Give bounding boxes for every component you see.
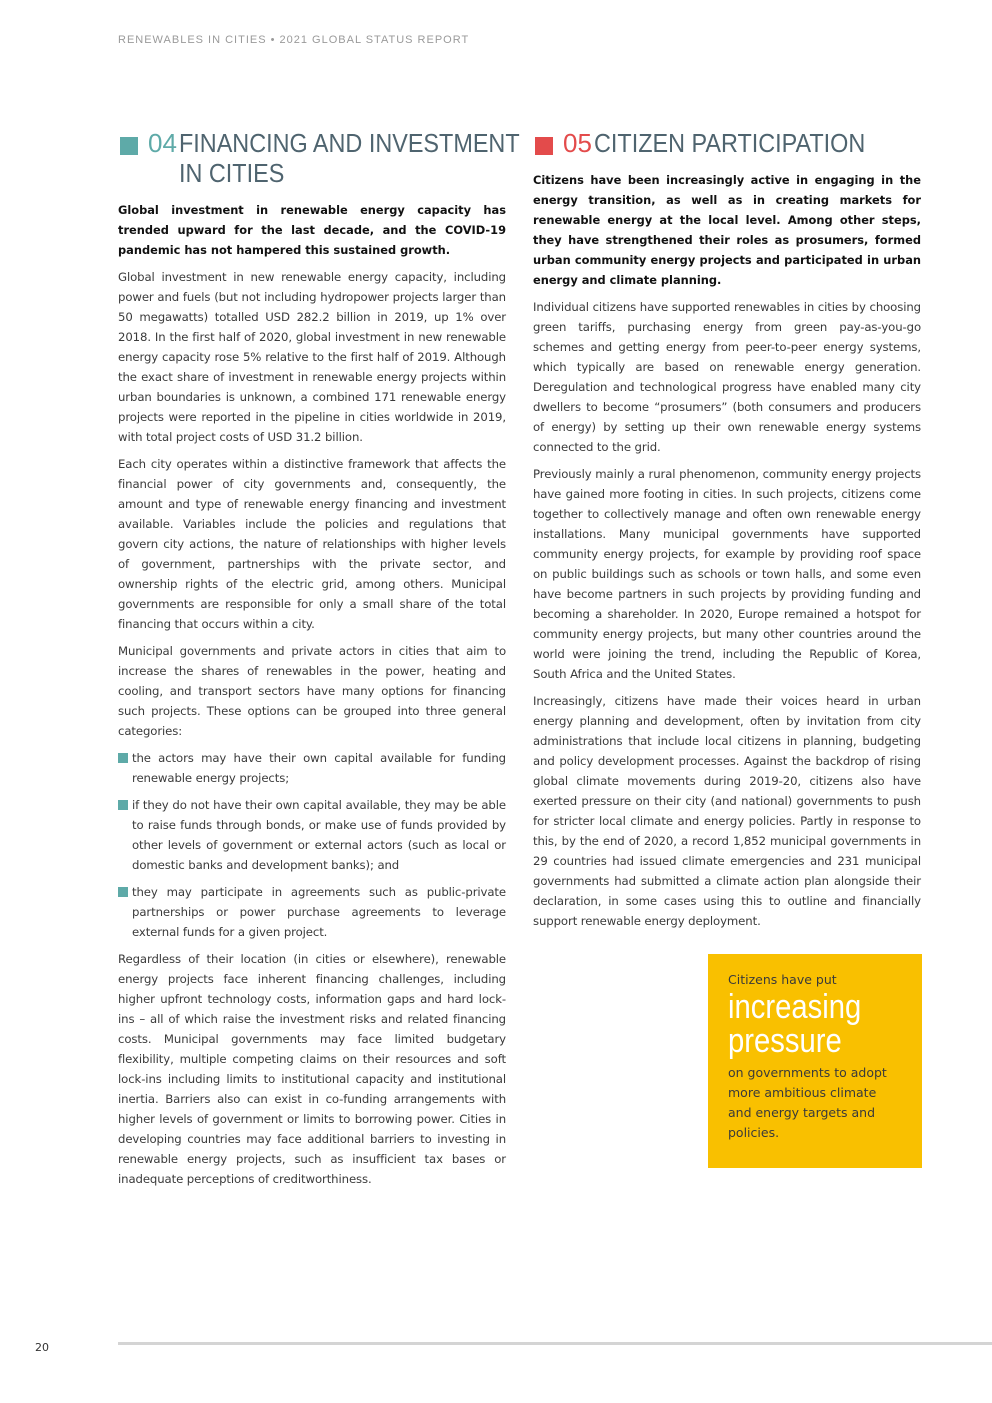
- pull-quote-callout: [708, 954, 922, 1168]
- section-04-square-icon: [120, 137, 138, 155]
- section-04-number: 04: [148, 128, 177, 158]
- section-05-citizen-participation: [533, 128, 921, 938]
- section-04-lead: Global investment in renewable energy capacity has trended upward for the last decade, and the COVID-19 pandemic has not hampered this sustained growth.: [118, 203, 506, 257]
- page-number: 20: [35, 1341, 49, 1354]
- section-05-paragraph-3: Increasingly, citizens have made their voices heard in urban energy planning and development, often by invitation from city administrations that include local citizens in planning, budgeting and policy development processes. Against the backdrop of rising global climate movements during 2019-20, citizens also have exerted pressure on their city (and national) governments to push for stricter local climate and energy policies. Partly in response to this, by the end of 2020, a record 1,852 municipal governments in 29 countries had issued climate emergencies and 231 municipal governments had submitted a climate action plan alongside their declaration, in some cases using this to outline and financially support renewable energy deployment.: [533, 694, 921, 928]
- section-04-title-line2: IN CITIES: [179, 158, 285, 188]
- section-05-lead: Citizens have been increasingly active in engaging in the energy transition, as well as in creating markets for renewable energy at the local level. Among other steps, they have strengthened their roles as prosumers, formed urban community energy projects and participated in urban energy and climate planning.: [533, 173, 921, 287]
- footer-divider: [118, 1342, 992, 1345]
- section-04-title: [118, 128, 520, 188]
- list-item: [118, 748, 506, 788]
- bullet-square-icon: [118, 800, 128, 810]
- section-04-closing-paragraph: Regardless of their location (in cities or elsewhere), renewable energy projects face inherent financing challenges, including higher upfront technology costs, information gaps and hard lock-ins – all of which raise the investment risks and related financing costs. Municipal governments may face limited budgetary flexibility, multiple competing claims on their resources and soft lock-ins including limits to institutional capacity and institutional inertia. Barriers also can exist in co-funding arrangements with higher levels of government or limits to borrowing power. Cities in developing countries may face additional barriers to investing in renewable energy projects, such as insufficient tax bases or inadequate perceptions of creditworthiness.: [118, 952, 506, 1186]
- running-header: RENEWABLES IN CITIES • 2021 GLOBAL STATUS REPORT: [118, 34, 470, 46]
- bullet-square-icon: [118, 887, 128, 897]
- callout-tail: on governments to adopt more ambitious climate and energy targets and policies.: [728, 1065, 887, 1140]
- section-04-paragraph-2: Each city operates within a distinctive framework that affects the financial power of city governments and, consequently, the amount and type of renewable energy financing and investment available. Variables include the policies and regulations that govern city actions, the nature of relationships with higher levels of government, partnerships with the private sector, and ownership rights of the electric grid, among others. Municipal governments are responsible for only a small share of the total financing that occurs within a city.: [118, 457, 506, 631]
- section-05-paragraph-2: Previously mainly a rural phenomenon, community energy projects have gained more footing in cities. In such projects, citizens come together to collectively manage and often own renewable energy installations. Many municipal governments have supported community energy projects, for example by providing roof space on public buildings such as schools or town halls, and some even have become partners in such projects by providing funding and becoming a shareholder. In 2020, Europe remained a hotspot for community energy projects, but many other countries around the world were joining the trend, including the Republic of Korea, South Africa and the United States.: [533, 467, 921, 681]
- financing-options-list: [118, 748, 506, 942]
- section-05-number: 05: [563, 128, 592, 158]
- section-05-title: [533, 128, 921, 158]
- section-05-title-text: CITIZEN PARTICIPATION: [594, 128, 866, 158]
- section-04-paragraph-3: Municipal governments and private actors in cities that aim to increase the shares of renewables in the power, heating and cooling, and transport sectors have many options for financing such projects. These options can be grouped into three general categories:: [118, 644, 506, 738]
- callout-highlight: increasing pressure: [728, 988, 862, 1060]
- section-04-financing: [118, 128, 520, 1196]
- list-item: [118, 882, 506, 942]
- section-04-title-line1: FINANCING AND INVESTMENT: [179, 128, 520, 158]
- section-05-square-icon: [535, 137, 553, 155]
- section-04-paragraph-1: Global investment in new renewable energy capacity, including power and fuels (but not including hydropower projects larger than 50 megawatts) totalled USD 282.2 billion in 2019, up 1% over 2018. In the first half of 2020, global investment in new renewable energy capacity rose 5% relative to the first half of 2019. Although the exact share of investment in renewable energy projects within urban boundaries is unknown, a combined 171 renewable energy projects were reported in the pipeline in cities worldwide in 2019, with total project costs of USD 31.2 billion.: [118, 270, 506, 444]
- bullet-text: the actors may have their own capital available for funding renewable energy projects;: [132, 751, 506, 785]
- callout-intro: Citizens have put: [728, 972, 837, 987]
- bullet-text: if they do not have their own capital available, they may be able to raise funds through bonds, or make use of funds provided by other levels of government or external actors (such as local or domestic banks and development banks); and: [132, 798, 506, 872]
- list-item: [118, 795, 506, 875]
- bullet-text: they may participate in agreements such as public-private partnerships or power purchase agreements to leverage external funds for a given project.: [132, 885, 506, 939]
- bullet-square-icon: [118, 753, 128, 763]
- section-05-paragraph-1: Individual citizens have supported renewables in cities by choosing green tariffs, purchasing energy from green pay-as-you-go schemes and getting energy from peer-to-peer energy systems, which typically are based on renewable energy generation. Deregulation and technological progress have enabled many city dwellers to become “prosumers” (both consumers and producers of energy) by setting up their own renewable energy systems connected to the grid.: [533, 300, 921, 454]
